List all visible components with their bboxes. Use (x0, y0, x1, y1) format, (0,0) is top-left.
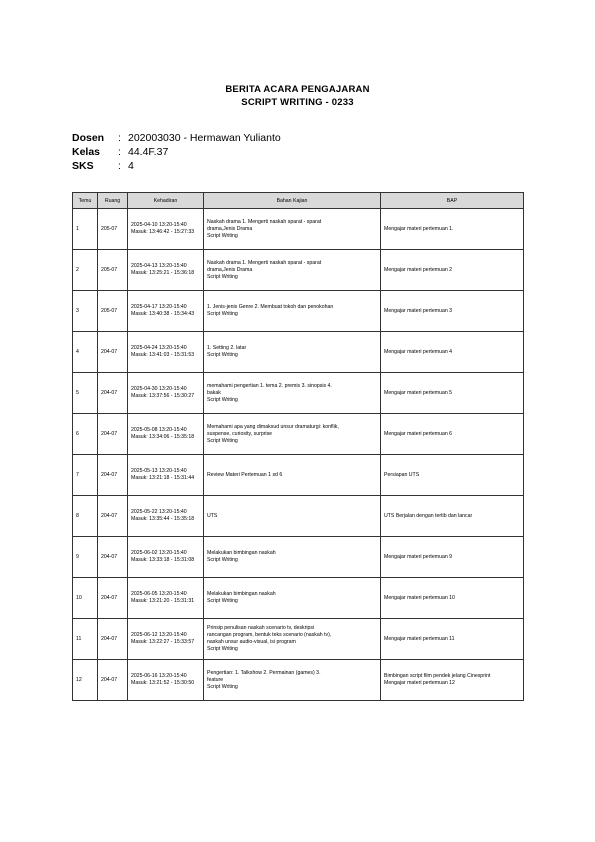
cell-temu: 3 (73, 291, 98, 332)
cell-ruang: 204-07 (98, 537, 128, 578)
cell-ruang: 204-07 (98, 496, 128, 537)
bahan-line: Prinsip penulisan naskah scenario tv, deskripsi (207, 625, 315, 631)
cell-ruang: 204-07 (98, 660, 128, 701)
lecturer-info (72, 131, 281, 173)
cell-kehadiran (128, 496, 204, 537)
cell-kehadiran (128, 250, 204, 291)
cell-kehadiran (128, 455, 204, 496)
kelas-value: 44.4F.37 (128, 146, 169, 158)
cell-kehadiran (128, 209, 204, 250)
kelas-row (72, 145, 281, 159)
bahan-line: Pengertian: 1. Talkshow 2. Permainan (games) 3. (207, 669, 321, 676)
schedule-text: 2025-06-12 13:20-15:40 (131, 632, 187, 638)
cell-bap (381, 291, 524, 332)
bahan-line: naskah unsur audio-visual, isi program (207, 639, 296, 645)
table-row (73, 332, 524, 373)
table-row (73, 209, 524, 250)
attendance-text: Masuk: 13:46:42 - 15:27:33 (131, 229, 195, 235)
bap-line: Mengajar materi pertemuan 6 (384, 430, 453, 437)
table-row (73, 291, 524, 332)
column-header-bap: BAP (381, 193, 524, 209)
table-row (73, 250, 524, 291)
bap-line: Mengajar materi pertemuan 12 (384, 680, 455, 686)
cell-ruang: 204-07 (98, 619, 128, 660)
bap-line: Mengajar materi pertemuan 4 (384, 348, 453, 355)
table-row (73, 373, 524, 414)
cell-temu: 12 (73, 660, 98, 701)
bahan-line: Melakukan bimbingan naskah (207, 591, 276, 597)
attendance-text: Masuk: 13:37:56 - 15:30:27 (131, 393, 195, 399)
cell-ruang: 205-07 (98, 291, 128, 332)
cell-ruang: 205-07 (98, 209, 128, 250)
cell-ruang: 204-07 (98, 414, 128, 455)
bahan-line: Naskah drama 1. Mengerti naskah sparat - sparat (207, 218, 322, 225)
cell-kehadiran (128, 414, 204, 455)
sks-separator: : (118, 160, 121, 172)
cell-temu: 10 (73, 578, 98, 619)
attendance-text: Masuk: 13:34:06 - 15:35:18 (131, 434, 195, 440)
schedule-text: 2025-04-24 13:20-15:40 (131, 345, 187, 351)
cell-ruang: 204-07 (98, 578, 128, 619)
cell-bap (381, 578, 524, 619)
cell-bahan-kajian (204, 660, 381, 701)
cell-temu: 11 (73, 619, 98, 660)
cell-temu: 1 (73, 209, 98, 250)
bahan-line: Script Writing (207, 352, 238, 358)
attendance-text: Masuk: 13:25:21 - 15:36:18 (131, 270, 195, 276)
dosen-value: 202003030 - Hermawan Yulianto (128, 132, 281, 144)
cell-bap (381, 537, 524, 578)
cell-temu: 9 (73, 537, 98, 578)
table-row (73, 578, 524, 619)
cell-bahan-kajian (204, 619, 381, 660)
bahan-line: 1. Setting 2. latar (207, 345, 247, 351)
table-row (73, 619, 524, 660)
attendance-text: Masuk: 13:21:18 - 15:31:44 (131, 475, 195, 481)
bap-line: Mengajar materi pertemuan 2 (384, 266, 453, 273)
cell-bahan-kajian (204, 455, 381, 496)
bahan-line: Script Writing (207, 646, 238, 652)
cell-bahan-kajian (204, 373, 381, 414)
document-title: BERITA ACARA PENGAJARAN (225, 84, 370, 95)
cell-bap (381, 250, 524, 291)
attendance-text: Masuk: 13:41:03 - 15:31:53 (131, 352, 195, 358)
bap-line: Bimbingan script film pendek jelang Cinesprint (384, 673, 491, 679)
cell-bahan-kajian (204, 209, 381, 250)
column-header-kehadiran: Kehadiran (128, 193, 204, 209)
kelas-separator: : (118, 146, 121, 158)
cell-bap (381, 209, 524, 250)
bahan-line: Naskah drama 1. Mengerti naskah sparat - sparat (207, 259, 322, 266)
schedule-text: 2025-04-30 13:20-15:40 (131, 386, 187, 392)
cell-bap (381, 414, 524, 455)
schedule-text: 2025-05-08 13:20-15:40 (131, 427, 187, 433)
cell-temu: 8 (73, 496, 98, 537)
cell-kehadiran (128, 373, 204, 414)
cell-bahan-kajian (204, 537, 381, 578)
sks-row (72, 159, 281, 173)
bap-line: UTS Berjalan dengan tertib dan lancar (384, 512, 473, 519)
table-row (73, 537, 524, 578)
cell-kehadiran (128, 660, 204, 701)
cell-ruang: 204-07 (98, 455, 128, 496)
cell-bahan-kajian (204, 414, 381, 455)
cell-bap (381, 496, 524, 537)
bahan-line: memahami pengertian 1. tema 2. premis 3. sinopsis 4. (207, 382, 332, 389)
cell-temu: 4 (73, 332, 98, 373)
bap-line: Mengajar materi pertemuan 10 (384, 594, 455, 601)
attendance-text: Masuk: 13:22:27 - 15:33:57 (131, 639, 195, 645)
column-header-bahan-kajian: Bahan Kajian (204, 193, 381, 209)
cell-kehadiran (128, 619, 204, 660)
cell-bap (381, 660, 524, 701)
bap-line: Mengajar materi pertemuan 5 (384, 389, 453, 396)
sks-value: 4 (128, 160, 134, 172)
dosen-label: Dosen (72, 132, 105, 144)
schedule-text: 2025-06-16 13:20-15:40 (131, 673, 187, 679)
dosen-row (72, 131, 281, 145)
bahan-line: Script Writing (207, 437, 238, 444)
schedule-text: 2025-05-22 13:20-15:40 (131, 509, 187, 515)
cell-kehadiran (128, 291, 204, 332)
attendance-text: Masuk: 13:21:52 - 15:30:50 (131, 680, 195, 686)
cell-ruang: 204-07 (98, 332, 128, 373)
attendance-text: Masuk: 13:35:44 - 15:35:18 (131, 516, 195, 522)
cell-bahan-kajian (204, 250, 381, 291)
cell-ruang: 204-07 (98, 373, 128, 414)
sks-label: SKS (72, 160, 94, 172)
bap-line: Mengajar materi pertemuan 11 (384, 635, 455, 642)
teaching-record-table (72, 192, 524, 701)
schedule-text: 2025-06-02 13:20-15:40 (131, 550, 187, 556)
bap-line: Mengajar materi pertemuan 1. (384, 225, 454, 232)
schedule-text: 2025-04-17 13:20-15:40 (131, 304, 187, 310)
bahan-line: Script Writing (207, 232, 238, 239)
table-row (73, 496, 524, 537)
bahan-line: Memahami apa yang dimaksud unsur dramaturgi: konflik, (207, 423, 339, 430)
bahan-line: bakak (207, 389, 221, 396)
course-title: SCRIPT WRITING - 0233 (241, 97, 354, 108)
cell-bahan-kajian (204, 578, 381, 619)
bahan-line: Script Writing (207, 598, 238, 604)
bahan-line: drama,Jenis Drama (207, 225, 253, 232)
attendance-text: Masuk: 13:33:18 - 15:31:08 (131, 557, 195, 563)
table-header-row (73, 193, 524, 209)
bahan-line: Script Writing (207, 311, 238, 317)
cell-temu: 6 (73, 414, 98, 455)
cell-temu: 2 (73, 250, 98, 291)
cell-kehadiran (128, 578, 204, 619)
bahan-line: feature (207, 676, 224, 683)
cell-bahan-kajian (204, 332, 381, 373)
table-body (73, 209, 524, 701)
cell-bap (381, 332, 524, 373)
kelas-label: Kelas (72, 146, 101, 158)
cell-bap (381, 373, 524, 414)
cell-bahan-kajian (204, 291, 381, 332)
cell-temu: 5 (73, 373, 98, 414)
schedule-text: 2025-05-13 13:20-15:40 (131, 468, 187, 474)
bahan-line: suspense, curiosity, surprise (207, 430, 273, 437)
bahan-line: Script Writing (207, 273, 238, 280)
cell-ruang: 205-07 (98, 250, 128, 291)
attendance-text: Masuk: 13:40:38 - 15:34:43 (131, 311, 195, 317)
bahan-line: Script Writing (207, 683, 238, 690)
cell-bap (381, 619, 524, 660)
bap-line: Persiapan UTS (384, 471, 420, 478)
cell-bahan-kajian (204, 496, 381, 537)
bap-line: Mengajar materi pertemuan 9 (384, 553, 453, 560)
cell-bap (381, 455, 524, 496)
table-row (73, 660, 524, 701)
bahan-line: Review Materi Pertemuan 1 sd 6 (207, 471, 283, 478)
schedule-text: 2025-04-13 13:20-15:40 (131, 263, 187, 269)
bap-line: Mengajar materi pertemuan 3 (384, 307, 453, 314)
dosen-separator: : (118, 132, 121, 144)
cell-kehadiran (128, 332, 204, 373)
table-row (73, 414, 524, 455)
schedule-text: 2025-06-05 13:20-15:40 (131, 591, 187, 597)
schedule-text: 2025-04-10 13:20-15:40 (131, 222, 187, 228)
bahan-line: 1. Jenis-jenis Genre 2. Membuat tokoh dan penokohan (207, 304, 334, 310)
bahan-line: Script Writing (207, 557, 238, 563)
column-header-temu: Temu (73, 193, 98, 209)
cell-temu: 7 (73, 455, 98, 496)
bahan-line: Script Writing (207, 396, 238, 403)
bahan-line: Melakukan bimbingan naskah (207, 550, 276, 556)
column-header-ruang: Ruang (98, 193, 128, 209)
bahan-line: drama,Jenis Drama (207, 266, 253, 273)
attendance-text: Masuk: 13:21:20 - 15:31:31 (131, 598, 195, 604)
cell-kehadiran (128, 537, 204, 578)
bahan-line: UTS (207, 512, 218, 519)
bahan-line: rancangan program, bentuk teks scenario (naskah tv), (207, 632, 332, 638)
table-row (73, 455, 524, 496)
